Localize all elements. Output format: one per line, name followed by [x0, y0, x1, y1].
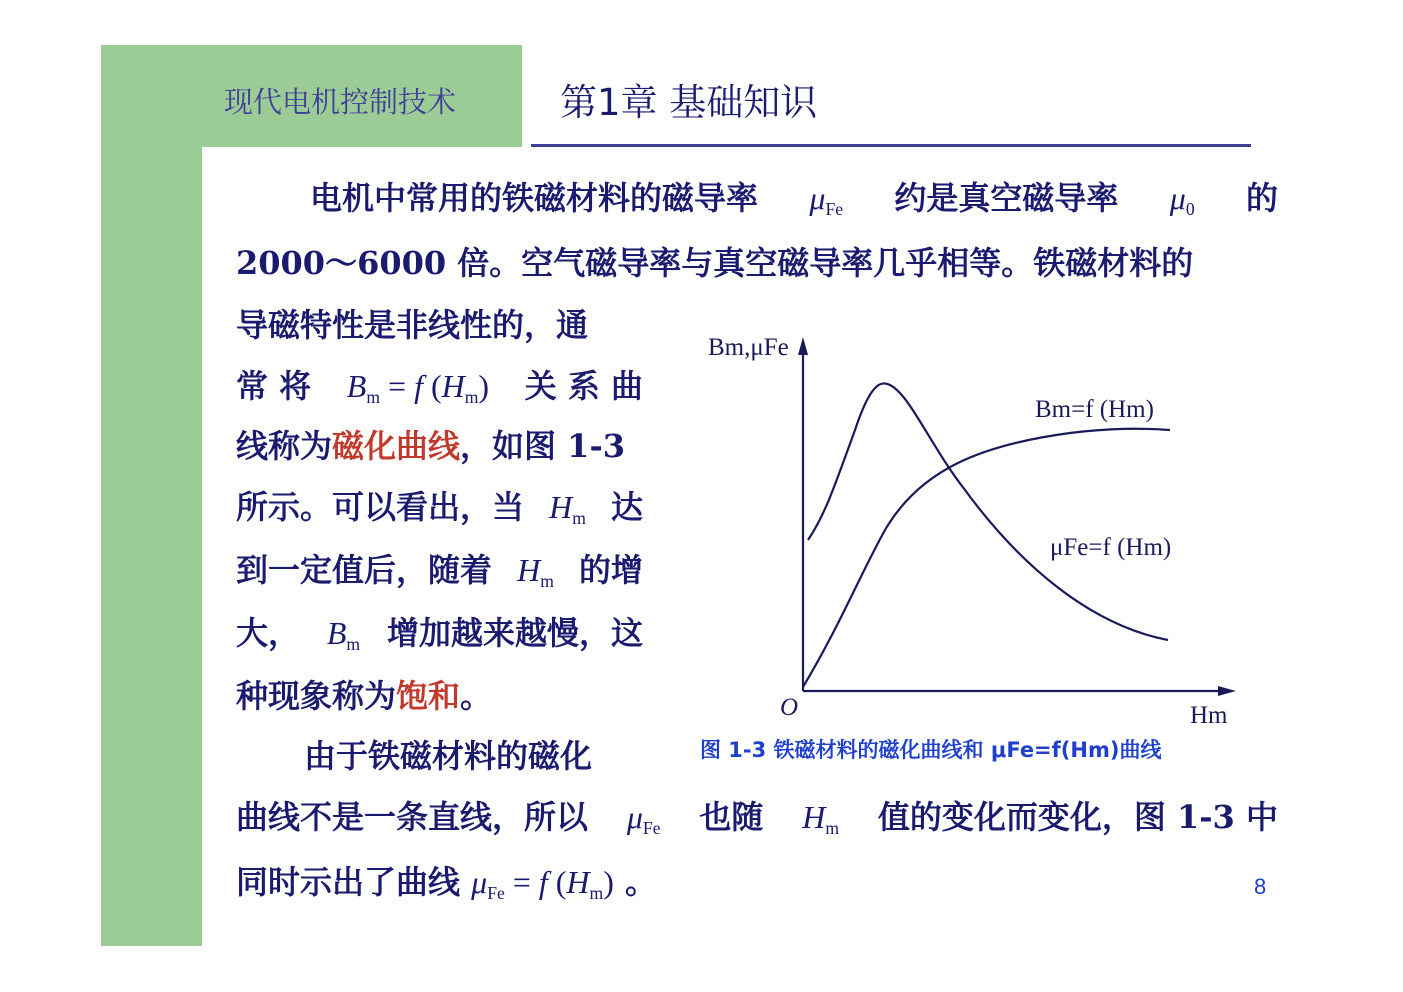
text-seg: 约是真空磁导率 — [894, 179, 1119, 217]
text-line-11 — [236, 797, 1278, 848]
x-axis-arrow — [1218, 686, 1236, 696]
formula-mufe-f-hm: $\mu_{Fe} = f$ $(H_m)$ — [471, 864, 614, 904]
text-line-12 — [236, 862, 657, 913]
text-seg: 增加越来越慢，这 — [386, 614, 643, 652]
text-seg: 同时示出了曲线 — [236, 863, 461, 901]
text-line-9 — [236, 676, 492, 716]
bm-curve-label: Bm=f (Hm) — [1035, 396, 1154, 423]
term-magnetization-curve: 磁化曲线 — [332, 427, 461, 465]
page-number: 8 — [1254, 874, 1267, 899]
text-seg: 常 将 — [236, 367, 312, 405]
symbol-mu-0: $\mu_0$ — [1169, 180, 1195, 220]
chapter-title: 第1章 基础知识 — [560, 81, 818, 124]
text-seg: 的 — [1245, 179, 1278, 217]
text-seg: 。 — [625, 863, 658, 901]
text-seg: 所示。可以看出，当 — [236, 488, 525, 526]
text-seg: 值的变化而变化，图 1-3 中 — [877, 798, 1278, 836]
text-seg: 到一定值后，随着 — [236, 551, 493, 589]
content-corner — [202, 147, 282, 227]
text-line-6 — [236, 487, 643, 538]
text-seg: 线称为 — [236, 427, 333, 465]
text-line-7 — [236, 550, 643, 601]
text-line-8 — [236, 613, 643, 664]
symbol-mu-fe: $\mu_{Fe}$ — [809, 180, 844, 220]
text-seg: 关 系 曲 — [524, 367, 643, 405]
text-line-3: 导磁特性是非线性的，通 — [236, 306, 589, 344]
formula-bm-f-hm: $B_m = f$ $(H_m)$ — [346, 368, 490, 408]
origin-label: O — [780, 694, 799, 721]
figure-caption: 图 1-3 铁磁材料的磁化曲线和 μFe=f(Hm)曲线 — [700, 738, 1162, 762]
course-title: 现代电机控制技术 — [224, 85, 457, 119]
magnetization-figure — [690, 325, 1250, 730]
symbol-hm: $H_m$ — [802, 799, 840, 839]
y-axis-label: Bm,μFe — [708, 334, 789, 361]
text-seg: 。 — [460, 677, 493, 715]
text-seg: 的增 — [578, 551, 643, 589]
text-line-5 — [236, 426, 625, 466]
text-line-4 — [236, 366, 643, 417]
text-seg: 达 — [610, 488, 643, 526]
text-seg: 电机中常用的铁磁材料的磁导率 — [310, 179, 759, 217]
text-seg: 种现象称为 — [236, 677, 397, 715]
mufe-curve-label: μFe=f (Hm) — [1050, 534, 1172, 561]
title-rule — [531, 144, 1251, 147]
y-axis-arrow — [798, 337, 808, 355]
symbol-hm: $H_m$ — [517, 552, 554, 592]
x-axis-label: Hm — [1190, 702, 1228, 729]
text-line-10: 由于铁磁材料的磁化 — [304, 737, 593, 775]
symbol-mu-fe: $\mu_{Fe}$ — [626, 799, 661, 839]
text-line-1 — [310, 178, 1278, 229]
term-saturation: 饱和 — [396, 677, 461, 715]
symbol-hm: $H_m$ — [549, 489, 586, 529]
text-seg: 也随 — [699, 798, 764, 836]
text-line-2: 2000～6000 倍。空气磁导率与真空磁导率几乎相等。铁磁材料的 — [236, 244, 1194, 282]
text-seg: ，如图 1-3 — [460, 427, 625, 465]
text-seg: 大， — [236, 614, 301, 652]
text-seg: 曲线不是一条直线，所以 — [236, 798, 589, 836]
side-band — [101, 147, 202, 946]
symbol-bm: $B_m$ — [326, 615, 361, 655]
